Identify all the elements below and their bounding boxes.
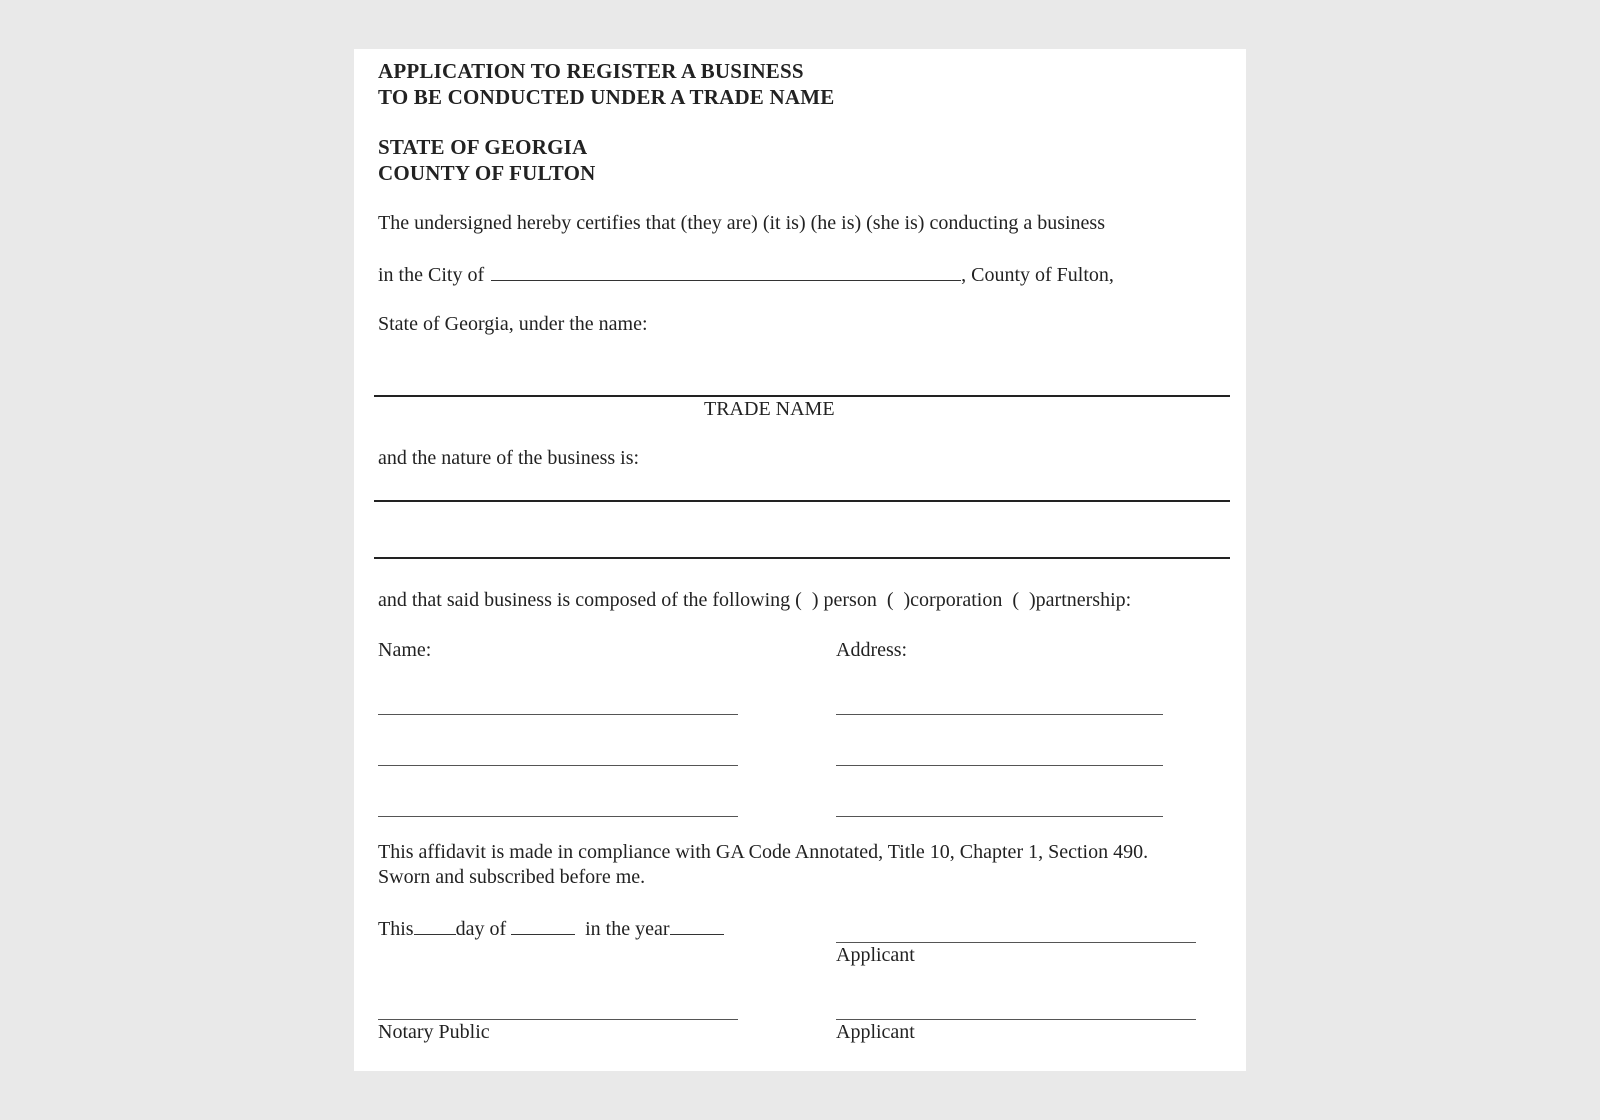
this-label: This [378,918,414,940]
person-checkbox[interactable]: ( ) [795,589,819,611]
partnership-label: partnership: [1035,589,1132,611]
form-page [354,49,1246,1071]
county-heading: COUNTY OF FULTON [378,161,596,185]
city-line [378,262,1114,287]
date-line [378,916,724,941]
city-blank[interactable] [491,262,961,281]
address-field-1[interactable] [836,714,1163,715]
form-title-line-2: TO BE CONDUCTED UNDER A TRADE NAME [378,85,835,109]
partnership-checkbox[interactable]: ( ) [1007,589,1036,611]
name-field-2[interactable] [378,765,738,766]
month-blank[interactable] [511,916,575,935]
applicant-label-1: Applicant [836,944,915,966]
form-title-line-1: APPLICATION TO REGISTER A BUSINESS [378,59,804,83]
trade-name-label: TRADE NAME [704,398,835,420]
corporation-label: corporation [910,589,1003,611]
state-under-name-text: State of Georgia, under the name: [378,313,648,335]
day-of-label: day of [455,918,507,940]
person-label: person [823,589,877,611]
address-field-2[interactable] [836,765,1163,766]
composed-text: and that said business is composed of the following [378,589,791,611]
nature-field-line-2[interactable] [374,557,1230,559]
name-field-1[interactable] [378,714,738,715]
composed-line [378,588,1131,612]
corporation-checkbox[interactable]: ( ) [881,589,911,611]
nature-text: and the nature of the business is: [378,447,640,469]
applicant-label-2: Applicant [836,1021,915,1043]
name-field-3[interactable] [378,816,738,817]
certify-text: The undersigned hereby certifies that (they are) (it is) (he is) (she is) conducting a business [378,212,1105,234]
affidavit-line-1: This affidavit is made in compliance with GA Code Annotated, Title 10, Chapter 1, Section 490. [378,841,1149,863]
state-heading: STATE OF GEORGIA [378,135,588,159]
city-prefix: in the City of [378,264,485,286]
address-field-3[interactable] [836,816,1163,817]
affidavit-line-2: Sworn and subscribed before me. [378,866,646,888]
city-suffix: , County of Fulton, [961,264,1114,286]
address-column-label: Address: [836,639,908,661]
notary-label: Notary Public [378,1021,490,1043]
nature-field-line-1[interactable] [374,500,1230,502]
in-the-year-label: in the year [585,918,670,940]
day-blank[interactable] [414,916,456,935]
year-blank[interactable] [670,916,724,935]
name-column-label: Name: [378,639,432,661]
